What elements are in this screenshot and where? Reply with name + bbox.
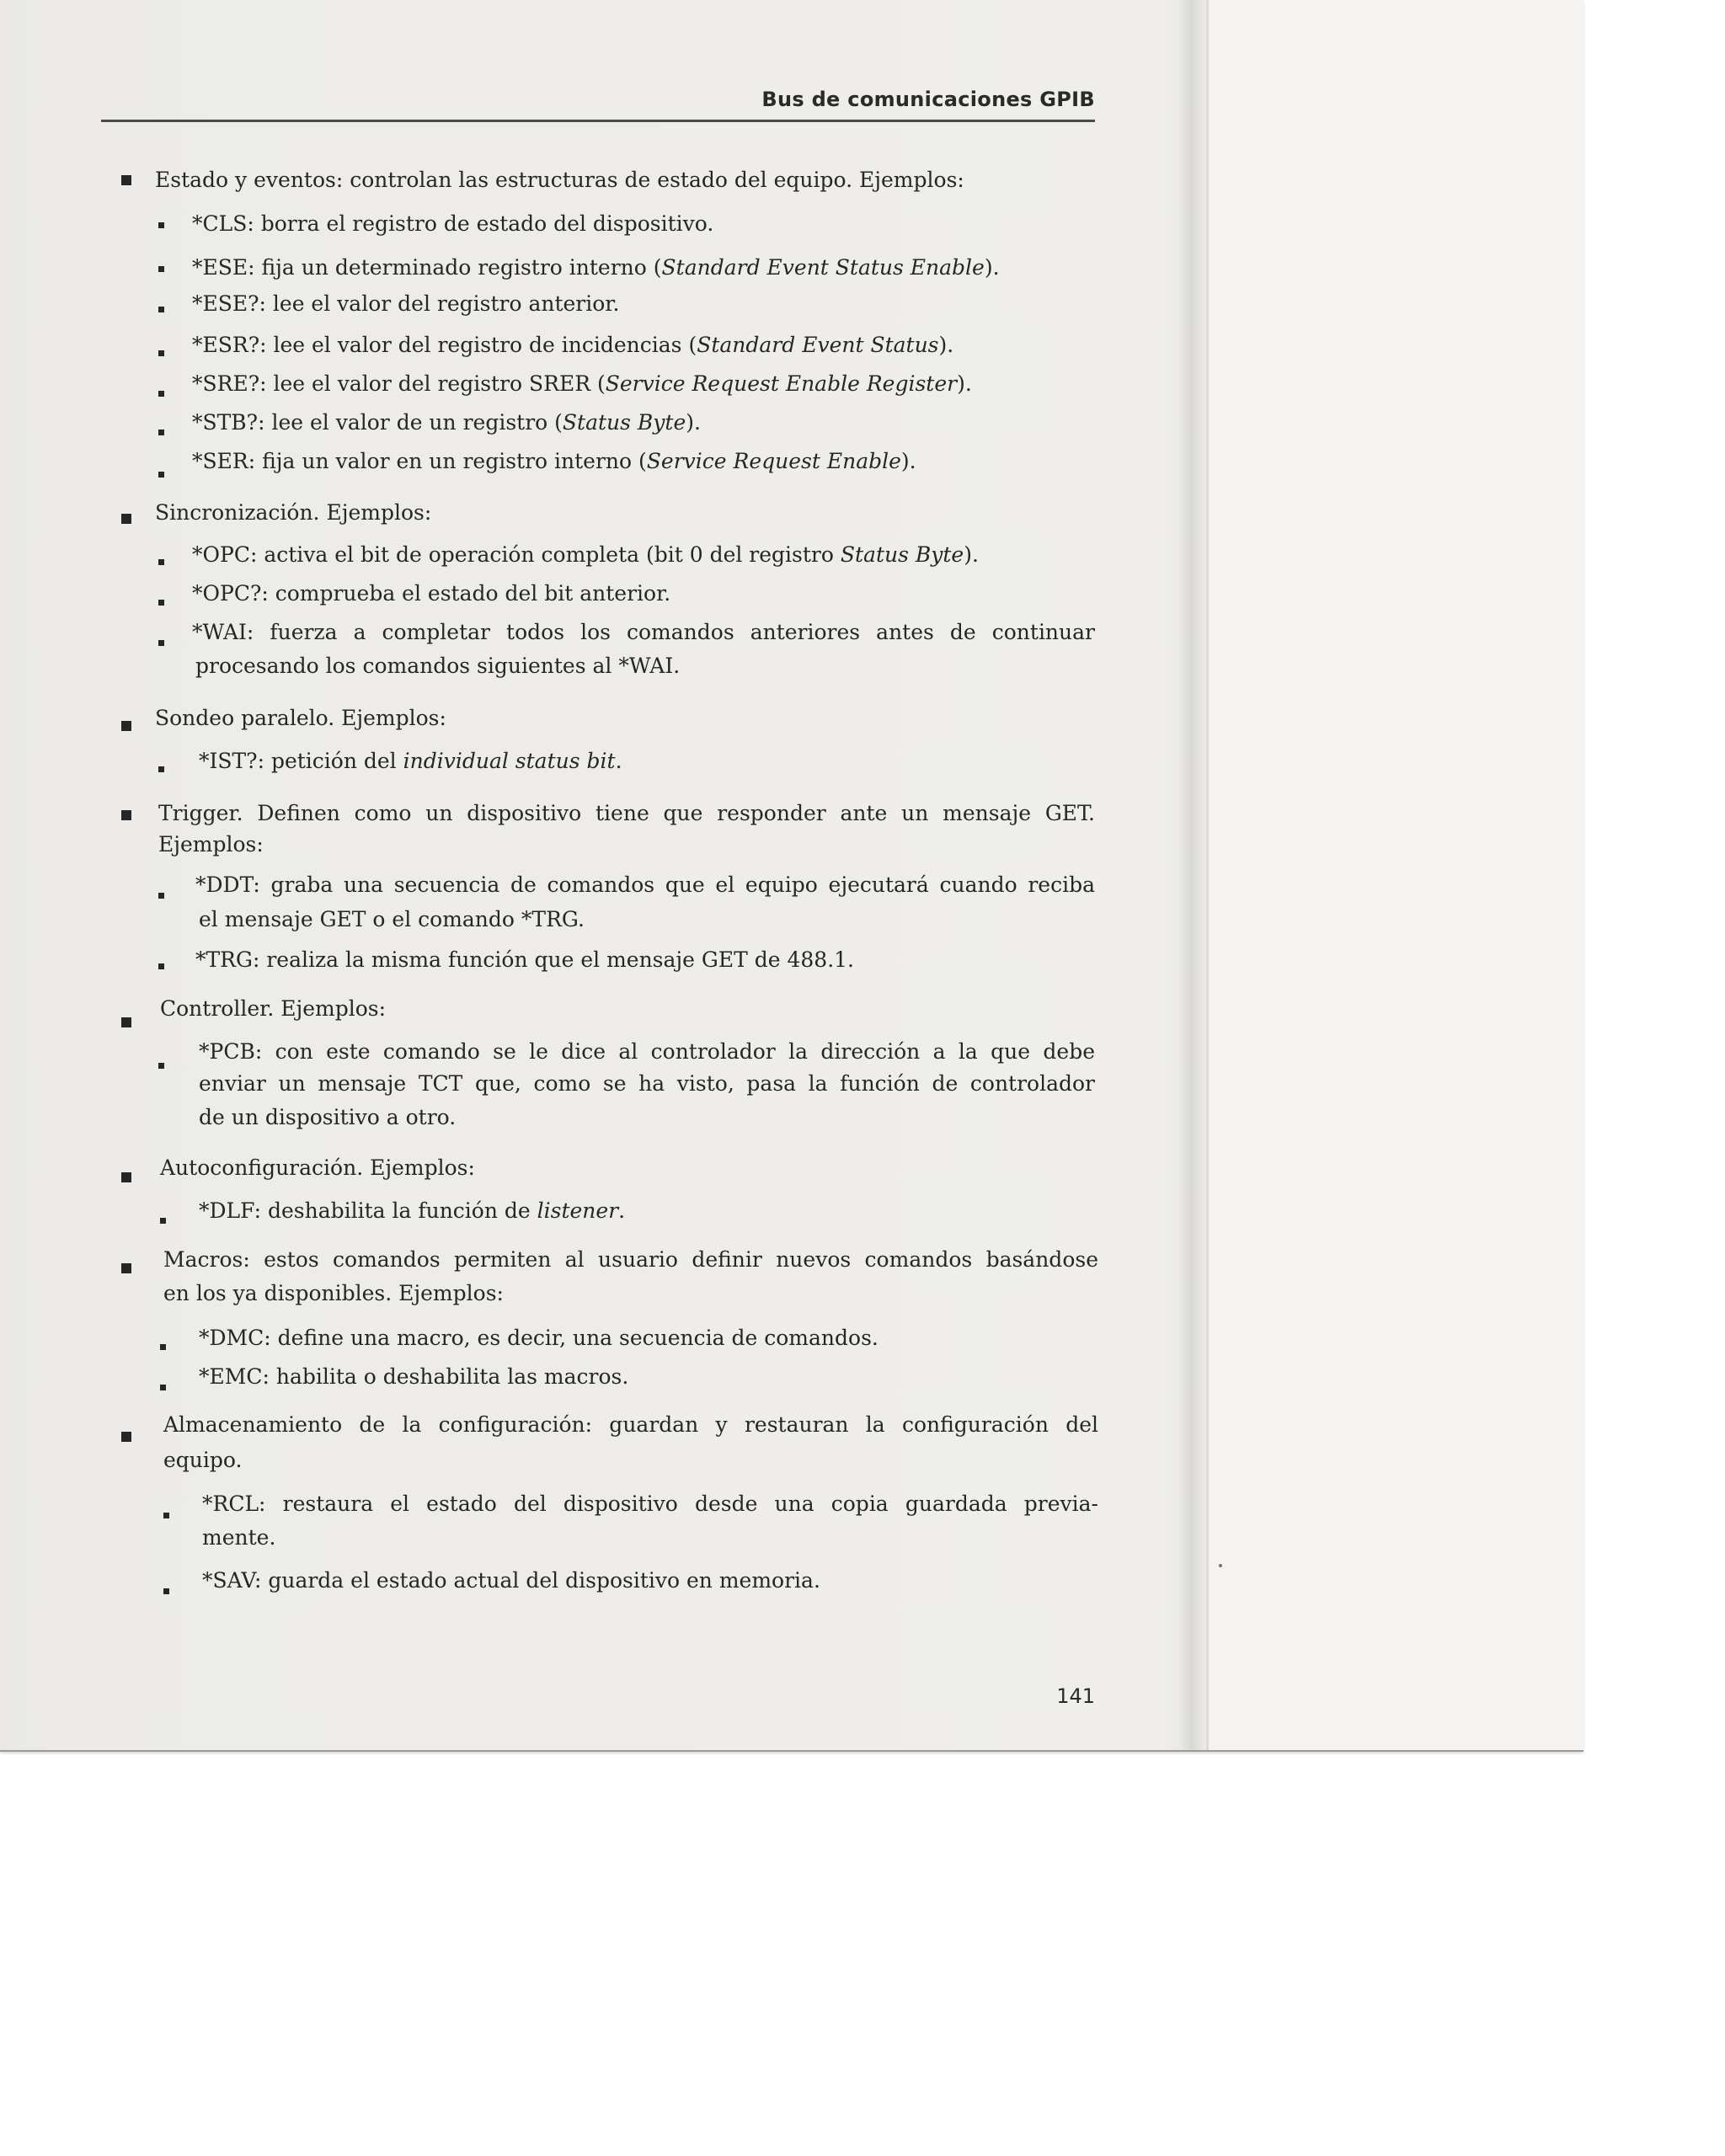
list-item-continuation: enviar un mensaje TCT que, como se ha visto, pasa la función de controlador <box>199 1071 1095 1096</box>
list-item: *SAV: guarda el estado actual del dispositivo en memoria. <box>202 1568 820 1593</box>
section-bullet <box>121 514 131 524</box>
item-bullet <box>158 350 164 356</box>
item-bullet <box>158 222 164 228</box>
term-italic: Service Request Enable <box>646 449 901 473</box>
section-title-continuation: en los ya disponibles. Ejemplos: <box>163 1281 504 1305</box>
section-bullet <box>121 1017 131 1027</box>
book-gutter-shadow <box>1179 0 1208 1750</box>
item-bullet <box>158 430 164 435</box>
item-bullet <box>158 766 164 772</box>
item-bullet <box>160 1385 166 1390</box>
section-title: Controller. Ejemplos: <box>160 996 387 1021</box>
item-bullet <box>158 472 164 478</box>
list-item: *DDT: graba una secuencia de comandos que el equipo ejecutará cuando reciba <box>195 873 1095 897</box>
term-italic: Standard Event Status Enable <box>661 255 985 280</box>
header-rule <box>101 120 1095 122</box>
running-header: Bus de comunicaciones GPIB <box>761 88 1095 111</box>
term-italic: listener <box>537 1198 619 1223</box>
list-item: *DMC: define una macro, es decir, una secuencia de comandos. <box>199 1326 879 1350</box>
scan-speck <box>1219 1564 1222 1567</box>
list-item: *DLF: deshabilita la función de listener. <box>199 1198 626 1223</box>
item-bullet <box>158 391 164 397</box>
section-bullet <box>121 1432 131 1442</box>
term-italic: Service Request Enable Register <box>605 371 958 396</box>
section-title-continuation: Ejemplos: <box>158 832 264 857</box>
item-bullet <box>158 307 164 312</box>
term-italic: Status Byte <box>562 410 686 435</box>
list-item: *PCB: con este comando se le dice al controlador la dirección a la que debe <box>199 1039 1095 1064</box>
list-item: *OPC: activa el bit de operación completa (bit 0 del registro Status Byte). <box>192 542 979 567</box>
list-item: *SRE?: lee el valor del registro SRER (Service Request Enable Register). <box>192 371 972 396</box>
section-title: Autoconfiguración. Ejemplos: <box>160 1155 475 1180</box>
term-italic: Status Byte <box>840 542 964 567</box>
section-title: Macros: estos comandos permiten al usuario definir nuevos comandos basándose <box>163 1247 1098 1272</box>
item-bullet <box>158 963 164 969</box>
list-item: *CLS: borra el registro de estado del dispositivo. <box>192 211 714 236</box>
list-item: *ESR?: lee el valor del registro de incidencias (Standard Event Status). <box>192 333 954 357</box>
list-item-continuation: procesando los comandos siguientes al *WAI. <box>195 654 681 678</box>
section-bullet <box>121 721 131 731</box>
list-item: *RCL: restaura el estado del dispositivo desde una copia guardada previa- <box>202 1492 1098 1516</box>
term-italic: individual status bit <box>403 749 616 773</box>
item-bullet <box>160 1344 166 1350</box>
facing-page-blank <box>1206 0 1583 1750</box>
section-title: Trigger. Definen como un dispositivo tiene que responder ante un mensaje GET. <box>158 801 1095 825</box>
list-item-continuation: mente. <box>202 1525 276 1550</box>
section-bullet <box>121 810 131 820</box>
list-item: *STB?: lee el valor de un registro (Status Byte). <box>192 410 701 435</box>
list-item: *WAI: fuerza a completar todos los comandos anteriores antes de continuar <box>192 620 1095 644</box>
item-bullet <box>158 1063 164 1069</box>
list-item-continuation: el mensaje GET o el comando *TRG. <box>199 907 585 931</box>
section-title: Almacenamiento de la configuración: guardan y restauran la configuración del <box>163 1412 1098 1437</box>
item-bullet <box>158 266 164 272</box>
list-item-continuation: de un dispositivo a otro. <box>199 1105 457 1129</box>
item-bullet <box>163 1513 169 1518</box>
section-bullet <box>121 1172 131 1182</box>
section-bullet <box>121 175 131 185</box>
item-bullet <box>158 893 164 899</box>
section-title: Sondeo paralelo. Ejemplos: <box>155 706 446 730</box>
term-italic: Standard Event Status <box>697 333 939 357</box>
section-title: Estado y eventos: controlan las estructuras de estado del equipo. Ejemplos: <box>155 168 964 192</box>
list-item: *TRG: realiza la misma función que el mensaje GET de 488.1. <box>195 947 855 972</box>
section-title: Sincronización. Ejemplos: <box>155 500 432 525</box>
list-item: *ESE: fija un determinado registro interno (Standard Event Status Enable). <box>192 255 1000 280</box>
list-item: *IST?: petición del individual status bit. <box>199 749 622 773</box>
item-bullet <box>160 1218 166 1224</box>
list-item: *SER: fija un valor en un registro interno (Service Request Enable). <box>192 449 916 473</box>
list-item: *EMC: habilita o deshabilita las macros. <box>199 1364 629 1389</box>
item-bullet <box>158 600 164 606</box>
item-bullet <box>163 1588 169 1594</box>
item-bullet <box>158 559 164 565</box>
section-title-continuation: equipo. <box>163 1448 243 1472</box>
item-bullet <box>158 640 164 646</box>
list-item: *ESE?: lee el valor del registro anterior. <box>192 291 620 316</box>
section-bullet <box>121 1263 131 1273</box>
list-item: *OPC?: comprueba el estado del bit anterior. <box>192 581 671 606</box>
page-number: 141 <box>1056 1684 1095 1708</box>
